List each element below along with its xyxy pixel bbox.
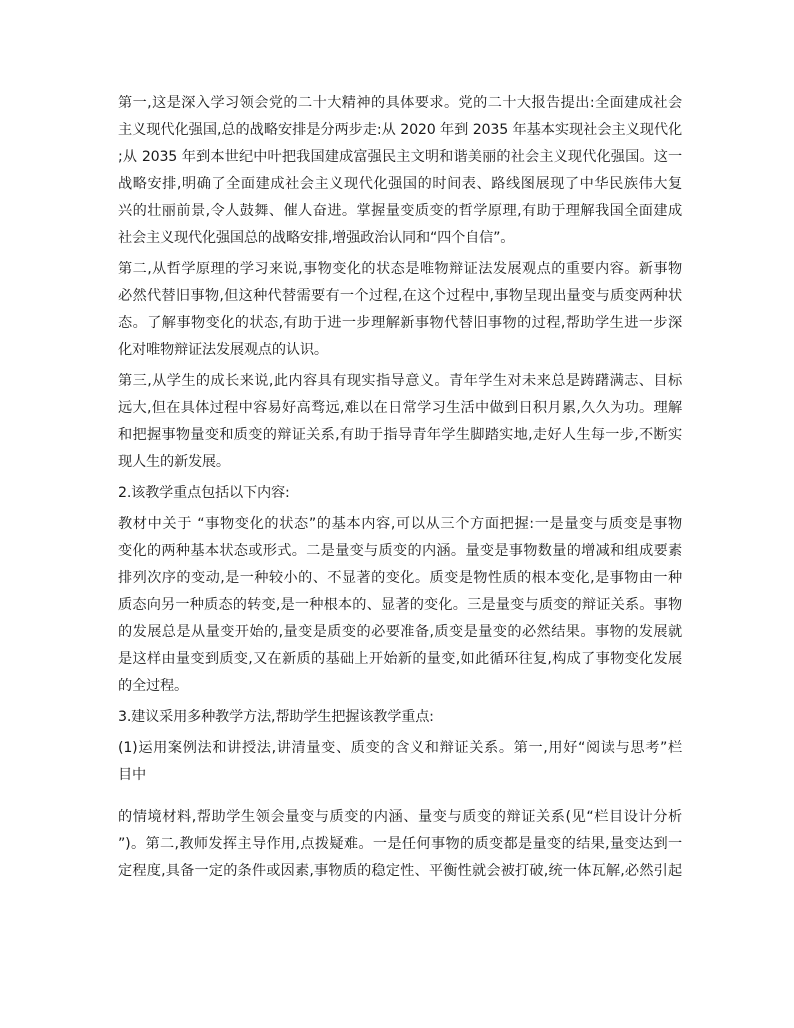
text-line: 社会主义现代化强国总的战略安排,增强政治认同和“四个自信”。 xyxy=(118,230,515,246)
paragraph-spacer xyxy=(118,792,682,807)
text-line: 定程度,具备一定的条件或因素,事物质的稳定性、平衡性就会被打破,统一体瓦解,必然引起 xyxy=(118,863,682,879)
paragraph-7 xyxy=(118,738,682,785)
text-line: 教材中关于 “事物变化的状态”的基本内容,可以从三个方面把握:一是量变与质变是事物 xyxy=(118,516,682,532)
paragraph-8 xyxy=(118,807,682,881)
text-line: 战略安排,明确了全面建成社会主义现代化强国的时间表、路线图展现了中华民族伟大复 xyxy=(118,176,682,192)
paragraph-1 xyxy=(118,93,682,248)
text-line: 第三,从学生的成长来说,此内容具有现实指导意义。青年学生对未来总是踌躇满志、目标 xyxy=(118,373,682,389)
text-line: 态。了解事物变化的状态,有助于进一步理解新事物代替旧事物的过程,帮助学生进一步深 xyxy=(118,315,682,331)
paragraph-2 xyxy=(118,259,682,360)
text-line: ;从 2035 年到本世纪中叶把我国建成富强民主文明和谐美丽的社会主义现代化强国。这一 xyxy=(118,149,682,165)
section-heading-3 xyxy=(118,707,682,727)
text-line: 化对唯物辩证法发展观点的认识。 xyxy=(118,342,328,358)
text-line: 目中 xyxy=(118,767,146,783)
paragraph-5 xyxy=(118,514,682,696)
text-line: 远大,但在具体过程中容易好高骛远,难以在日常学习生活中做到日积月累,久久为功。理解 xyxy=(118,400,682,416)
text-line: 3.建议采用多种教学方法,帮助学生把握该教学重点: xyxy=(118,709,434,725)
section-heading-2 xyxy=(118,483,682,503)
text-line: (1)运用案例法和讲授法,讲清量变、质变的含义和辩证关系。第一,用好“阅读与思考”栏 xyxy=(118,740,682,756)
text-line: 现人生的新发展。 xyxy=(118,454,230,470)
text-line: 兴的壮丽前景,令人鼓舞、催人奋进。掌握量变质变的哲学原理,有助于理解我国全面建成 xyxy=(118,203,682,219)
text-line: 和把握事物量变和质变的辩证关系,有助于指导青年学生脚踏实地,走好人生每一步,不断实 xyxy=(118,427,682,443)
text-line: 2.该教学重点包括以下内容: xyxy=(118,485,290,501)
text-line: 第二,从哲学原理的学习来说,事物变化的状态是唯物辩证法发展观点的重要内容。新事物 xyxy=(118,261,682,277)
text-line: 第一,这是深入学习领会党的二十大精神的具体要求。党的二十大报告提出:全面建成社会 xyxy=(118,95,682,111)
text-line: 变化的两种基本状态或形式。二是量变与质变的内涵。量变是事物数量的增减和组成要素 xyxy=(118,543,682,559)
text-line: 是这样由量变到质变,又在新质的基础上开始新的量变,如此循环往复,构成了事物变化发展 xyxy=(118,651,682,667)
document-page xyxy=(118,93,682,888)
paragraph-3 xyxy=(118,371,682,472)
text-line: 排列次序的变动,是一种较小的、不显著的变化。质变是物性质的根本变化,是事物由一种 xyxy=(118,570,682,586)
text-line: 必然代替旧事物,但这种代替需要有一个过程,在这个过程中,事物呈现出量变与质变两种状 xyxy=(118,288,682,304)
text-line: ”)。第二,教师发挥主导作用,点拨疑难。一是任何事物的质变都是量变的结果,量变达到一 xyxy=(118,836,682,852)
text-line: 的发展总是从量变开始的,量变是质变的必要准备,质变是量变的必然结果。事物的发展就 xyxy=(118,624,682,640)
text-line: 主义现代化强国,总的战略安排是分两步走:从 2020 年到 2035 年基本实现社会主义现代化 xyxy=(118,122,682,138)
text-line: 的全过程。 xyxy=(118,678,188,694)
text-line: 的情境材料,帮助学生领会量变与质变的内涵、量变与质变的辩证关系(见“栏目设计分析 xyxy=(118,809,682,825)
text-line: 质态向另一种质态的转变,是一种根本的、显著的变化。三是量变与质变的辩证关系。事物 xyxy=(118,597,682,613)
